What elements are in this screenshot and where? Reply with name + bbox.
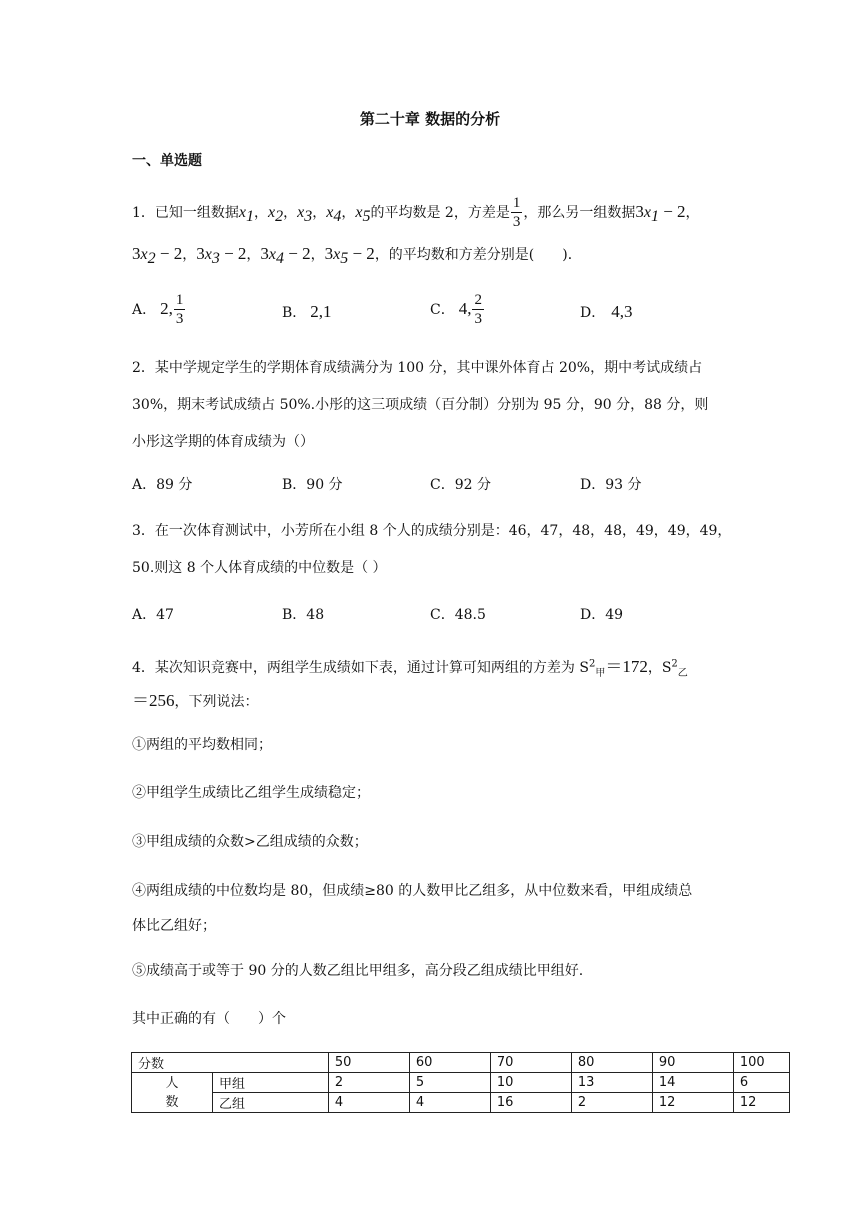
table-cell: 16 <box>490 1093 571 1113</box>
question-1-line-1: 1．已知一组数据$x_1$，$x_2$，$x_3$，$x_4$，$x_5$的平均数是 2，方差是 $\frac{1}{3}$ ，那么另一组数据$3x_1 - 2$， <box>132 195 700 230</box>
q1-option-b[interactable]: B． 2,1 <box>282 302 332 321</box>
statement-1: ①两组的平均数相同； <box>132 737 272 753</box>
question-2-line-1: 2．某中学规定学生的学期体育成绩满分为 100 分，其中课外体育占 20%，期中考试成绩占 <box>132 360 703 376</box>
table-row <box>132 1053 790 1073</box>
q1-option-a[interactable]: A． 2, $\frac{1}{3}$ <box>132 292 184 327</box>
table-cell: 70 <box>490 1053 571 1073</box>
table-cell: 12 <box>652 1093 733 1113</box>
statement-3: ③甲组成绩的众数>乙组成绩的众数； <box>132 834 368 850</box>
table-people-label: 人 数 <box>132 1073 213 1113</box>
q2-option-c[interactable]: C．92 分 <box>430 477 491 493</box>
q3-option-b[interactable]: B．48 <box>282 607 325 623</box>
table-cell: 60 <box>409 1053 490 1073</box>
q3-option-c[interactable]: C．48.5 <box>430 607 486 623</box>
q1-option-c[interactable]: C． 4, $\frac{2}{3}$ <box>430 292 482 327</box>
fraction-one-third: $\frac{1}{3}$ <box>512 195 521 230</box>
table-header-label: 分数 <box>132 1053 329 1073</box>
question-4-line-1: 4．某次知识竞赛中，两组学生成绩如下表，通过计算可知两组的方差为 $S^2_甲=172$，$S^2_乙$ <box>132 657 688 679</box>
statement-5: ⑤成绩高于或等于 90 分的人数乙组比甲组多，高分段乙组成绩比甲组好. <box>132 963 584 979</box>
table-cell: 6 <box>733 1073 789 1093</box>
table-cell: 4 <box>409 1093 490 1113</box>
question-2-line-3: 小彤这学期的体育成绩为（） <box>132 434 314 450</box>
question-1-line-2: $3x_2 - 2$，$3x_3 - 2$，$3x_4 - 2$，$3x_5 - 2$，的平均数和方差分别是( )． <box>132 244 582 267</box>
table-cell: 5 <box>409 1073 490 1093</box>
question-2-line-2: 30%，期末考试成绩占 50%.小彤的这三项成绩（百分制）分别为 95 分，90 分，88 分，则 <box>132 397 709 413</box>
statement-4-line-1: ④两组成绩的中位数均是 80，但成绩≥80 的人数甲比乙组多，从中位数来看，甲组成绩总 <box>132 883 693 899</box>
question-4-ask: 其中正确的有（ ）个 <box>132 1011 286 1027</box>
table-cell: 10 <box>490 1073 571 1093</box>
table-cell: 乙组 <box>213 1093 329 1113</box>
question-3-line-2: 50.则这 8 个人体育成绩的中位数是（ ） <box>132 560 387 576</box>
statement-4-line-2: 体比乙组好； <box>132 918 216 934</box>
table-cell: 14 <box>652 1073 733 1093</box>
table-cell: 12 <box>733 1093 789 1113</box>
score-table <box>131 1052 790 1113</box>
table-row <box>132 1073 790 1093</box>
question-3-line-1: 3．在一次体育测试中，小芳所在小组 8 个人的成绩分别是：46，47，48，48，49，49，49， <box>132 523 732 539</box>
statement-2: ②甲组学生成绩比乙组学生成绩稳定； <box>132 785 370 801</box>
q3-option-d[interactable]: D．49 <box>580 607 624 623</box>
section-heading: 一、单选题 <box>132 153 202 169</box>
q3-option-a[interactable]: A．47 <box>132 607 174 623</box>
table-cell: 4 <box>328 1093 409 1113</box>
table-row <box>132 1093 790 1113</box>
table-cell: 90 <box>652 1053 733 1073</box>
page-title: 第二十章 数据的分析 <box>359 110 501 128</box>
table-cell: 13 <box>571 1073 652 1093</box>
question-4-line-2: ＝256，下列说法： <box>132 691 259 710</box>
table-cell: 50 <box>328 1053 409 1073</box>
table-cell: 2 <box>328 1073 409 1093</box>
q1-option-d[interactable]: D． 4,3 <box>580 302 633 321</box>
table-cell: 100 <box>733 1053 789 1073</box>
q2-option-a[interactable]: A．89 分 <box>132 477 193 493</box>
table-cell: 甲组 <box>213 1073 329 1093</box>
table-cell: 80 <box>571 1053 652 1073</box>
q2-option-d[interactable]: D．93 分 <box>580 477 642 493</box>
q2-option-b[interactable]: B．90 分 <box>282 477 343 493</box>
table-cell: 2 <box>571 1093 652 1113</box>
